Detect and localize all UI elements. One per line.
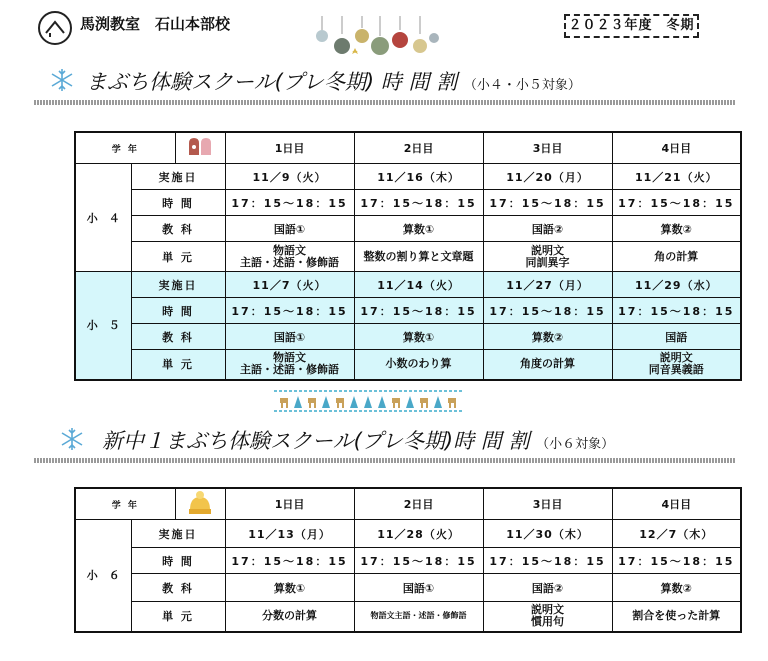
grade4-label: 小 ４: [75, 164, 131, 272]
snowflake-icon: [60, 427, 84, 451]
g5-unit-row: [75, 350, 741, 380]
day2-header: 2日目: [354, 488, 483, 520]
section2-divider: [34, 458, 736, 463]
g6-unit-1: [225, 602, 354, 632]
unit-label: 単 元: [131, 350, 225, 380]
mittens-icon: [175, 132, 225, 164]
g6-time-1: 17：15～18：15: [225, 548, 354, 574]
g4-unit-1-line1: 物語文: [273, 243, 307, 257]
day4-header: 4日目: [612, 488, 741, 520]
table1-header-row: [75, 132, 741, 164]
table2-header-row: [75, 488, 741, 520]
g5-unit-1: [225, 350, 354, 380]
g5-unit-3: [483, 350, 612, 380]
g4-subject-2: 算数①: [354, 216, 483, 242]
g6-unit-1-line1: 分数の計算: [262, 609, 318, 623]
g6-date-2: 11／28（火）: [354, 520, 483, 548]
g5-time-3: 17：15～18：15: [483, 298, 612, 324]
g4-unit-row: [75, 242, 741, 272]
g6-subject-4: 算数②: [612, 574, 741, 602]
grade-header: 学 年: [75, 488, 175, 520]
g5-unit-4-line1: 説明文: [659, 351, 693, 365]
day1-header: 1日目: [225, 132, 354, 164]
g4-date-row: [75, 164, 741, 190]
g4-unit-2-line1: 整数の割り算と文章題: [363, 249, 474, 263]
nordic-reindeer-border-icon: [274, 389, 462, 413]
g6-subject-1: 算数①: [225, 574, 354, 602]
g4-time-2: 17：15～18：15: [354, 190, 483, 216]
g6-date-3: 11／30（木）: [483, 520, 612, 548]
g4-date-3: 11／20（月）: [483, 164, 612, 190]
g5-time-4: 17：15～18：15: [612, 298, 741, 324]
subject-label: 教 科: [131, 324, 225, 350]
g5-unit-1-line2: 主語・述語・修飾語: [240, 363, 340, 377]
g6-unit-2-line1: 物語文主語・述語・修飾語: [370, 611, 467, 621]
g5-date-1: 11／7（火）: [225, 272, 354, 298]
g4-date-4: 11／21（火）: [612, 164, 741, 190]
section1-title: [86, 66, 581, 96]
g5-unit-1-line1: 物語文: [273, 351, 307, 365]
grade6-label: 小 ６: [75, 520, 131, 632]
g6-subject-row: [75, 574, 741, 602]
g6-time-2: 17：15～18：15: [354, 548, 483, 574]
g5-date-3: 11／27（月）: [483, 272, 612, 298]
snowflake-icon: [50, 68, 74, 92]
g5-unit-2: [354, 350, 483, 380]
knit-hat-icon: [175, 488, 225, 520]
g5-subject-1: 国語①: [225, 324, 354, 350]
g6-unit-3: [483, 602, 612, 632]
g5-time-1: 17：15～18：15: [225, 298, 354, 324]
g5-subject-2: 算数①: [354, 324, 483, 350]
school-name: 馬渕教室 石山本部校: [80, 15, 231, 33]
date-label: 実施日: [131, 164, 225, 190]
g5-unit-4: [612, 350, 741, 380]
section1-subtitle: （小４・小５対象）: [463, 78, 581, 93]
g5-unit-3-line1: 角度の計算: [520, 357, 576, 371]
unit-label: 単 元: [131, 242, 225, 272]
g4-subject-3: 国語②: [483, 216, 612, 242]
g4-unit-1-line2: 主語・述語・修飾語: [240, 255, 340, 269]
grade-header: 学 年: [75, 132, 175, 164]
day3-header: 3日目: [483, 488, 612, 520]
g4-time-row: [75, 190, 741, 216]
g5-time-2: 17：15～18：15: [354, 298, 483, 324]
g4-unit-4-line1: 角の計算: [654, 249, 699, 263]
section2-title: [102, 425, 614, 455]
g6-date-row: [75, 520, 741, 548]
day3-header: 3日目: [483, 132, 612, 164]
g4-date-2: 11／16（木）: [354, 164, 483, 190]
g4-subject-1: 国語①: [225, 216, 354, 242]
term-label: ２０２３年度 冬期: [564, 14, 699, 38]
g6-unit-2: [354, 602, 483, 632]
g6-time-4: 17：15～18：15: [612, 548, 741, 574]
subject-label: 教 科: [131, 574, 225, 602]
grade5-label: 小 ５: [75, 272, 131, 380]
g6-time-3: 17：15～18：15: [483, 548, 612, 574]
section2-title-text: 新中１まぶち体験スクール(プレ冬期)時 間 割: [102, 429, 530, 453]
day1-header: 1日目: [225, 488, 354, 520]
day2-header: 2日目: [354, 132, 483, 164]
g4-unit-3-line2: 同訓異字: [525, 255, 570, 269]
g4-unit-3-line1: 説明文: [531, 243, 565, 257]
g4-unit-1: [225, 242, 354, 272]
timetable-grade6: [74, 487, 742, 633]
section2-subtitle: （小６対象）: [536, 437, 615, 452]
christmas-ornaments-icon: [312, 16, 442, 62]
time-label: 時 間: [131, 298, 225, 324]
date-label: 実施日: [131, 520, 225, 548]
g6-unit-row: [75, 602, 741, 632]
g4-date-1: 11／9（火）: [225, 164, 354, 190]
g4-unit-3: [483, 242, 612, 272]
g6-subject-3: 国語②: [483, 574, 612, 602]
g6-unit-4: [612, 602, 741, 632]
mabuchi-logo-icon: [38, 11, 72, 45]
section1-title-text: まぶち体験スクール(プレ冬期) 時 間 割: [86, 70, 458, 94]
timetable-grade4-5: [74, 131, 742, 381]
g4-time-1: 17：15～18：15: [225, 190, 354, 216]
g4-unit-2: [354, 242, 483, 272]
g5-date-4: 11／29（水）: [612, 272, 741, 298]
time-label: 時 間: [131, 548, 225, 574]
g4-subject-row: [75, 216, 741, 242]
g6-subject-2: 国語①: [354, 574, 483, 602]
subject-label: 教 科: [131, 216, 225, 242]
g4-time-4: 17：15～18：15: [612, 190, 741, 216]
g5-date-row: [75, 272, 741, 298]
g4-subject-4: 算数②: [612, 216, 741, 242]
g5-date-2: 11／14（火）: [354, 272, 483, 298]
g4-time-3: 17：15～18：15: [483, 190, 612, 216]
g6-date-1: 11／13（月）: [225, 520, 354, 548]
g6-date-4: 12／7（木）: [612, 520, 741, 548]
g5-subject-row: [75, 324, 741, 350]
g6-unit-3-line1: 説明文: [531, 603, 565, 617]
time-label: 時 間: [131, 190, 225, 216]
day4-header: 4日目: [612, 132, 741, 164]
g5-subject-4: 国語: [612, 324, 741, 350]
unit-label: 単 元: [131, 602, 225, 632]
section1-divider: [34, 100, 736, 105]
g5-time-row: [75, 298, 741, 324]
g6-time-row: [75, 548, 741, 574]
g5-unit-4-line2: 同音異義語: [648, 363, 704, 377]
date-label: 実施日: [131, 272, 225, 298]
g6-unit-3-line2: 慣用句: [531, 615, 565, 629]
g6-unit-4-line1: 割合を使った計算: [632, 609, 721, 623]
g5-unit-2-line1: 小数のわり算: [385, 357, 452, 371]
g4-unit-4: [612, 242, 741, 272]
g5-subject-3: 算数②: [483, 324, 612, 350]
